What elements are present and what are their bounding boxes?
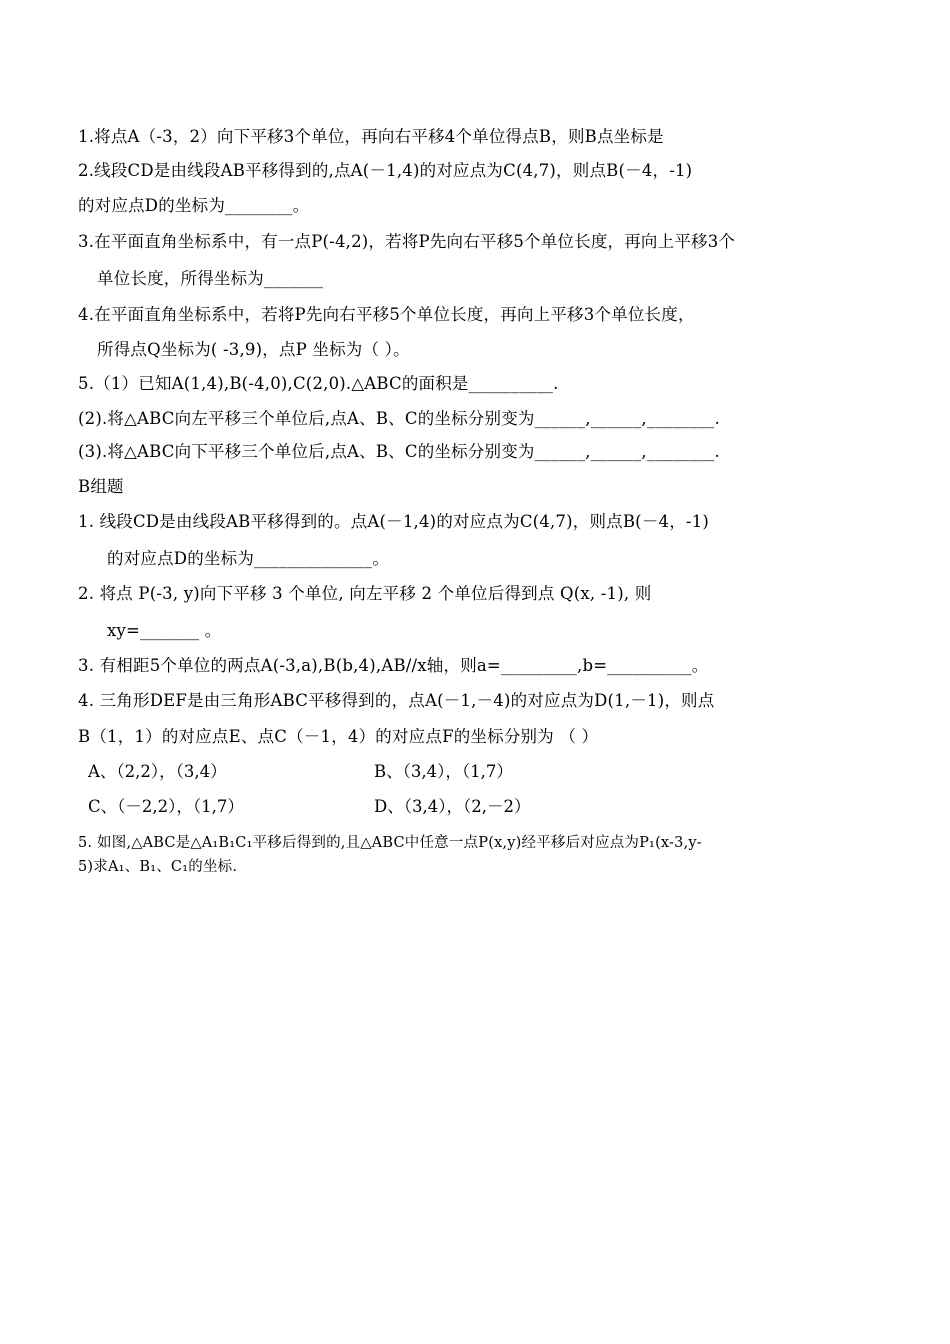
a-question-1: 1.将点A（-3，2）向下平移3个单位，再向右平移4个单位得点B，则B点坐标是 bbox=[78, 127, 664, 146]
b-question-4-line-2: B（1，1）的对应点E、点C（－1，4）的对应点F的坐标分别为 （ ） bbox=[78, 727, 599, 746]
b-question-4-option-a: A、（2,2），（3,4） bbox=[88, 762, 227, 781]
a-question-4-line-1: 4.在平面直角坐标系中，若将P先向右平移5个单位长度，再向上平移3个单位长度， bbox=[78, 305, 695, 324]
b-question-4-line-1: 4. 三角形DEF是由三角形ABC平移得到的，点A(－1,－4)的对应点为D(1,－1)，则点 bbox=[78, 691, 715, 710]
a-question-5-line-1: 5.（1）已知A(1,4),B(-4,0),C(2,0).△ABC的面积是__________. bbox=[78, 374, 559, 393]
a-question-2-line-1: 2.线段CD是由线段AB平移得到的,点A(－1,4)的对应点为C(4,7)，则点B(－4，-1) bbox=[78, 161, 693, 180]
b-question-4-option-b: B、（3,4），（1,7） bbox=[374, 762, 513, 781]
b-question-1-line-2: 的对应点D的坐标为______________。 bbox=[107, 549, 390, 568]
a-question-3-line-1: 3.在平面直角坐标系中，有一点P(-4,2)，若将P先向右平移5个单位长度，再向上平移3个 bbox=[78, 232, 736, 251]
b-question-1-line-1: 1. 线段CD是由线段AB平移得到的。点A(－1,4)的对应点为C(4,7)，则点B(－4，-1) bbox=[78, 512, 710, 531]
a-question-5-line-3: (3).将△ABC向下平移三个单位后,点A、B、C的坐标分别变为______,______,________. bbox=[78, 442, 720, 461]
b-question-3: 3. 有相距5个单位的两点A(-3,a),B(b,4),AB//x轴，则a=_________,b=__________。 bbox=[78, 656, 709, 675]
a-question-2-line-2: 的对应点D的坐标为________。 bbox=[78, 196, 310, 215]
b-question-4-option-d: D、（3,4），（2,－2） bbox=[374, 797, 531, 816]
a-question-4-line-2: 所得点Q坐标为( -3,9)，点P 坐标为（ ）。 bbox=[97, 340, 410, 359]
section-b-heading: B组题 bbox=[78, 477, 124, 496]
a-question-3-line-2: 单位长度，所得坐标为_______ bbox=[97, 269, 324, 288]
b-question-2-line-2: xy=_______ 。 bbox=[107, 621, 222, 640]
b-question-5-line-1: 5. 如图,△ABC是△A₁B₁C₁平移后得到的,且△ABC中任意一点P(x,y)经平移后对应点为P₁(x-3,y- bbox=[78, 835, 702, 851]
b-question-2-line-1: 2. 将点 P(-3, y)向下平移 3 个单位, 向左平移 2 个单位后得到点 Q(x, -1), 则 bbox=[78, 584, 652, 603]
b-question-5-line-2: 5)求A₁、B₁、C₁的坐标. bbox=[78, 859, 238, 875]
a-question-5-line-2: (2).将△ABC向左平移三个单位后,点A、B、C的坐标分别变为______,______,________. bbox=[78, 409, 720, 428]
b-question-4-option-c: C、（－2,2），（1,7） bbox=[88, 797, 244, 816]
